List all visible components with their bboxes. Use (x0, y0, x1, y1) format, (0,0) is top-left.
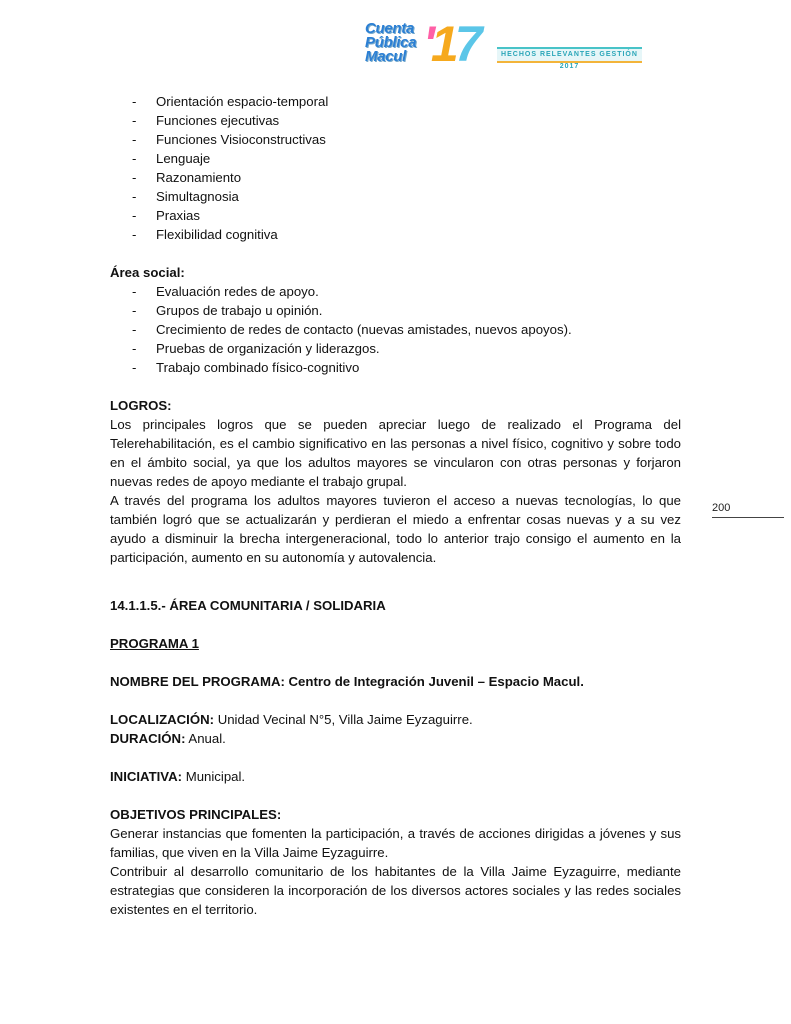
list-item: - Trabajo combinado físico-cognitivo (110, 358, 681, 377)
logros-paragraph: A través del programa los adultos mayores tuvieron el acceso a nuevas tecnologías, lo que también logró que se actualizarán y perdieran el miedo a enfrentar cosas nuevas y a su vez ayudo a disminuir la brecha intergeneracional, todo lo anterior trajo consigo el aumento en la participación, aumento en su autonomía y autovalencia. (110, 493, 681, 565)
list-item: - Evaluación redes de apoyo. (110, 282, 681, 301)
list-item: - Crecimiento de redes de contacto (nuevas amistades, nuevos apoyos). (110, 320, 681, 339)
logo-line-2: Pública (365, 34, 417, 51)
list-item: - Razonamiento (110, 168, 681, 187)
list-item: - Praxias (110, 206, 681, 225)
social-heading: Área social: (110, 265, 185, 280)
logros-heading: LOGROS: (110, 398, 172, 413)
section-title: 14.1.1.5.- ÁREA COMUNITARIA / SOLIDARIA (110, 598, 386, 613)
logo-line-3: Macul (365, 48, 407, 65)
logo-line-1: Cuenta (365, 20, 415, 37)
list-item: - Flexibilidad cognitiva (110, 225, 681, 244)
program-name: NOMBRE DEL PROGRAMA: Centro de Integración Juvenil – Espacio Macul. (110, 674, 584, 689)
cuenta-publica-logo (365, 16, 665, 72)
list-item: - Funciones ejecutivas (110, 111, 681, 130)
logo-year: '17 (423, 16, 479, 72)
list-item: - Orientación espacio-temporal (110, 92, 681, 111)
social-list (110, 282, 681, 377)
objectives-heading: OBJETIVOS PRINCIPALES: (110, 807, 282, 822)
program-location: LOCALIZACIÓN: Unidad Vecinal N°5, Villa Jaime Eyzaguirre. (110, 712, 473, 727)
logros-paragraph: Los principales logros que se pueden apreciar luego de realizado el Programa del Telerehabilitación, es el cambio significativo en las personas a nivel físico, cognitivo y sobre todo en el ámbito social, ya que los adultos mayores se vincularon con otras personas y forjaron nuevas redes de apoyo mediante el trabajo grupal. (110, 417, 681, 489)
header-banner: HECHOS RELEVANTES GESTIÓN 2017 (497, 47, 642, 63)
objective-paragraph: Generar instancias que fomenten la participación, a través de acciones dirigidas a jóvenes y sus familias, que viven en la Villa Jaime Eyzaguirre. (110, 826, 681, 860)
program-label: PROGRAMA 1 (110, 636, 199, 651)
list-item: - Lenguaje (110, 149, 681, 168)
list-item: - Pruebas de organización y liderazgos. (110, 339, 681, 358)
program-initiative: INICIATIVA: Municipal. (110, 769, 246, 784)
list-item: - Funciones Visioconstructivas (110, 130, 681, 149)
list-item: - Simultagnosia (110, 187, 681, 206)
objective-paragraph: Contribuir al desarrollo comunitario de los habitantes de la Villa Jaime Eyzaguirre, mediante estrategias que consideren la incorporación de los diversos actores sociales y las redes sociales existentes en el territorio. (110, 864, 681, 917)
page-number: 200 (712, 502, 784, 518)
program-duration: DURACIÓN: Anual. (110, 731, 226, 746)
page-body (110, 92, 681, 919)
cognitive-list (110, 92, 681, 244)
list-item: - Grupos de trabajo u opinión. (110, 301, 681, 320)
